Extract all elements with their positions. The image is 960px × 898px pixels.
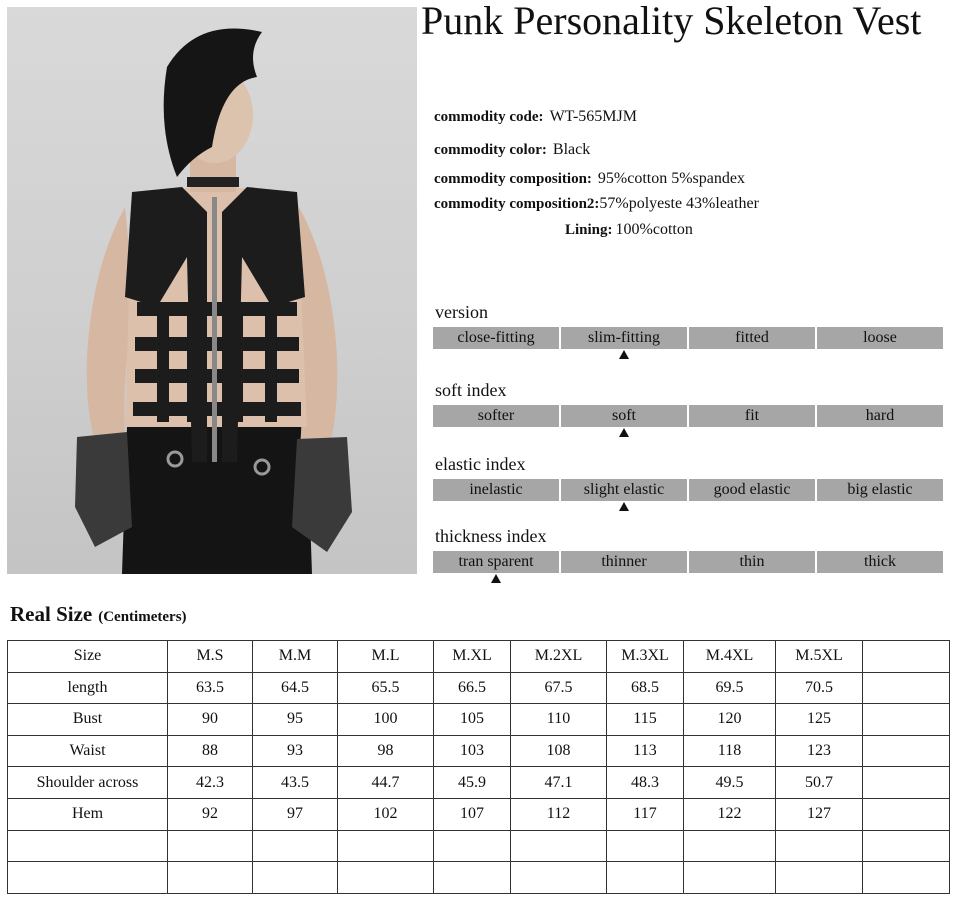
table-cell: 108 <box>511 735 607 767</box>
elastic-index-option: slight elastic <box>561 479 687 501</box>
elastic-index-marker <box>619 502 629 511</box>
elastic-index-option: good elastic <box>689 479 815 501</box>
info-value: 100%cotton <box>615 221 693 238</box>
table-cell <box>8 862 168 894</box>
product-title: Punk Personality Skeleton Vest <box>421 0 922 43</box>
table-cell <box>607 830 684 862</box>
table-cell: 122 <box>684 798 776 830</box>
table-cell <box>168 830 253 862</box>
table-cell: 47.1 <box>511 767 607 799</box>
table-cell: 102 <box>338 798 434 830</box>
table-cell: 88 <box>168 735 253 767</box>
version-scale <box>433 327 943 349</box>
table-cell <box>607 862 684 894</box>
version-option: close-fitting <box>433 327 559 349</box>
info-value: Black <box>552 141 591 158</box>
table-row <box>8 735 950 767</box>
table-cell <box>338 862 434 894</box>
table-cell: 127 <box>776 798 863 830</box>
table-cell <box>511 830 607 862</box>
table-cell <box>8 830 168 862</box>
table-cell <box>863 798 950 830</box>
table-cell <box>776 862 863 894</box>
table-cell <box>434 830 511 862</box>
table-row <box>8 672 950 704</box>
soft-index-option: softer <box>433 405 559 427</box>
table-cell: M.4XL <box>684 641 776 673</box>
table-row <box>8 798 950 830</box>
table-cell: 97 <box>253 798 338 830</box>
table-cell: 112 <box>511 798 607 830</box>
info-label: commodity composition2: <box>434 196 600 212</box>
thickness-index-option: thinner <box>561 551 687 573</box>
info-value: 95%cotton 5%spandex <box>597 170 745 187</box>
info-label: commodity code: <box>434 109 544 125</box>
table-cell <box>863 862 950 894</box>
info-value: 57%polyeste 43%leather <box>599 195 759 212</box>
version-label: version <box>435 302 488 322</box>
size-table <box>7 640 950 894</box>
table-cell: 64.5 <box>253 672 338 704</box>
table-cell <box>863 830 950 862</box>
thickness-index-option: tran sparent <box>433 551 559 573</box>
table-cell: 70.5 <box>776 672 863 704</box>
table-cell: 110 <box>511 704 607 736</box>
size-chart-title <box>10 602 187 627</box>
soft-index-label: soft index <box>435 380 507 400</box>
table-cell: 100 <box>338 704 434 736</box>
table-cell: 115 <box>607 704 684 736</box>
elastic-index-option: inelastic <box>433 479 559 501</box>
table-cell: 43.5 <box>253 767 338 799</box>
table-cell <box>253 862 338 894</box>
table-cell <box>863 767 950 799</box>
table-cell: 50.7 <box>776 767 863 799</box>
elastic-index-label: elastic index <box>435 454 526 474</box>
table-cell: 65.5 <box>338 672 434 704</box>
table-row <box>8 862 950 894</box>
table-cell: Shoulder across <box>8 767 168 799</box>
table-cell: Size <box>8 641 168 673</box>
table-cell: 42.3 <box>168 767 253 799</box>
table-cell: M.M <box>253 641 338 673</box>
table-cell: M.3XL <box>607 641 684 673</box>
table-cell: M.5XL <box>776 641 863 673</box>
table-cell: M.XL <box>434 641 511 673</box>
table-cell: 117 <box>607 798 684 830</box>
size-chart-unit: (Centimeters) <box>98 609 187 625</box>
table-cell: M.2XL <box>511 641 607 673</box>
table-cell <box>776 830 863 862</box>
soft-index-option: fit <box>689 405 815 427</box>
table-cell: Bust <box>8 704 168 736</box>
table-cell: 113 <box>607 735 684 767</box>
table-row <box>8 830 950 862</box>
info-commodity-color <box>434 141 590 159</box>
table-cell: 123 <box>776 735 863 767</box>
version-option: loose <box>817 327 943 349</box>
table-cell: 69.5 <box>684 672 776 704</box>
table-row <box>8 767 950 799</box>
info-commodity-code <box>434 108 637 126</box>
table-cell: Hem <box>8 798 168 830</box>
table-cell: 45.9 <box>434 767 511 799</box>
table-cell: 125 <box>776 704 863 736</box>
table-cell <box>863 672 950 704</box>
table-header-row <box>8 641 950 673</box>
version-option: slim-fitting <box>561 327 687 349</box>
info-label: commodity composition: <box>434 171 592 187</box>
table-cell: 105 <box>434 704 511 736</box>
table-cell: 98 <box>338 735 434 767</box>
table-cell <box>168 862 253 894</box>
table-cell <box>684 830 776 862</box>
table-cell <box>863 641 950 673</box>
table-cell: 95 <box>253 704 338 736</box>
table-cell: 44.7 <box>338 767 434 799</box>
table-cell: 103 <box>434 735 511 767</box>
table-cell: Waist <box>8 735 168 767</box>
table-cell: 92 <box>168 798 253 830</box>
table-cell: 90 <box>168 704 253 736</box>
info-label: Lining: <box>565 222 613 238</box>
table-cell: M.L <box>338 641 434 673</box>
table-cell: length <box>8 672 168 704</box>
size-chart-heading: Real Size <box>10 602 93 626</box>
soft-index-scale <box>433 405 943 427</box>
thickness-index-option: thick <box>817 551 943 573</box>
version-option: fitted <box>689 327 815 349</box>
table-cell <box>863 735 950 767</box>
elastic-index-option: big elastic <box>817 479 943 501</box>
info-commodity-composition2 <box>434 195 759 213</box>
table-cell: 120 <box>684 704 776 736</box>
table-cell: 67.5 <box>511 672 607 704</box>
info-label: commodity color: <box>434 142 547 158</box>
table-cell <box>863 704 950 736</box>
thickness-index-label: thickness index <box>435 526 547 546</box>
info-value: WT-565MJM <box>549 108 637 125</box>
table-cell: 63.5 <box>168 672 253 704</box>
table-cell <box>338 830 434 862</box>
model-illustration <box>7 7 417 574</box>
info-lining <box>565 221 693 239</box>
elastic-index-scale <box>433 479 943 501</box>
table-cell <box>434 862 511 894</box>
table-row <box>8 704 950 736</box>
thickness-index-marker <box>491 574 501 583</box>
info-commodity-composition <box>434 170 745 188</box>
table-cell: 118 <box>684 735 776 767</box>
table-cell: M.S <box>168 641 253 673</box>
table-cell: 48.3 <box>607 767 684 799</box>
soft-index-marker <box>619 428 629 437</box>
thickness-index-scale <box>433 551 943 573</box>
thickness-index-option: thin <box>689 551 815 573</box>
table-cell: 49.5 <box>684 767 776 799</box>
table-cell <box>684 862 776 894</box>
soft-index-option: hard <box>817 405 943 427</box>
version-marker <box>619 350 629 359</box>
table-cell <box>253 830 338 862</box>
table-cell: 93 <box>253 735 338 767</box>
table-cell <box>511 862 607 894</box>
table-cell: 66.5 <box>434 672 511 704</box>
table-cell: 68.5 <box>607 672 684 704</box>
table-cell: 107 <box>434 798 511 830</box>
product-photo <box>7 7 417 574</box>
soft-index-option: soft <box>561 405 687 427</box>
